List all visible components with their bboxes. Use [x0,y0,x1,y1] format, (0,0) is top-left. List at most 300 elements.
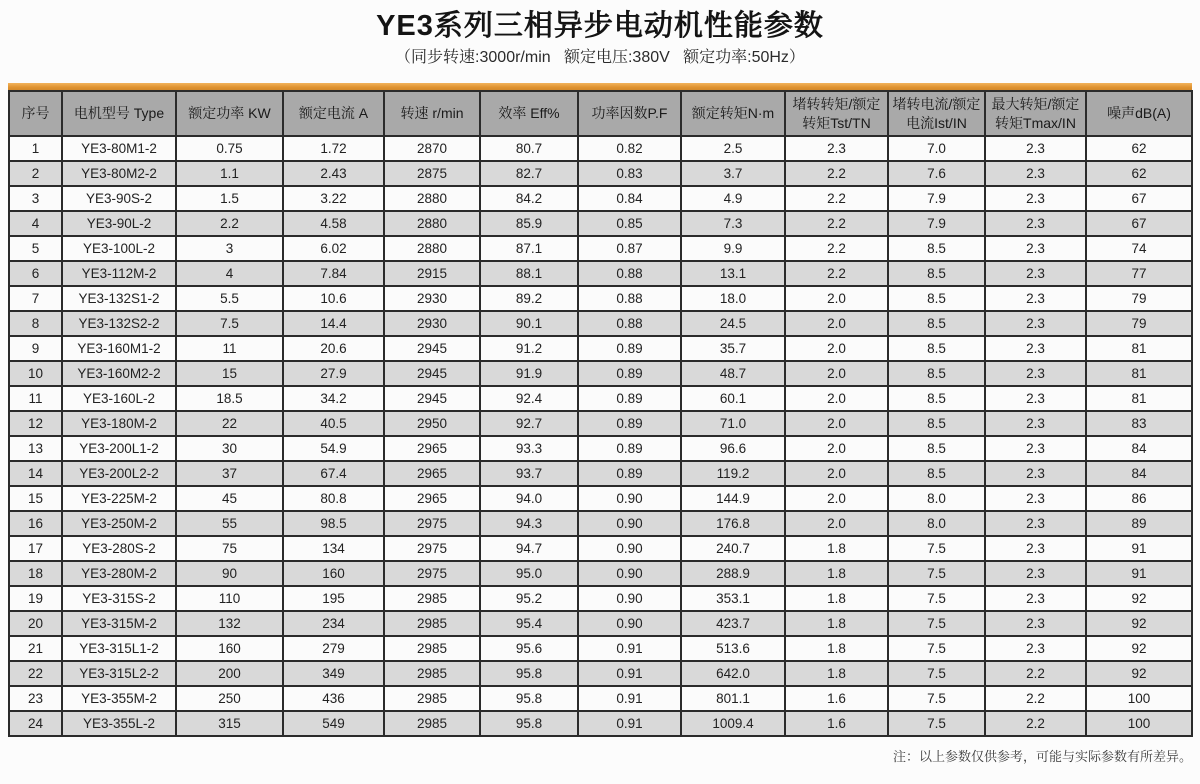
table-cell: 90 [176,561,283,586]
table-cell: 0.88 [578,286,681,311]
table-cell: 6 [9,261,62,286]
table-cell: 7.5 [888,561,985,586]
column-header-11: 最大转矩/额定转矩Tmax/IN [985,91,1086,136]
table-cell: 8.5 [888,386,985,411]
table-cell: YE3-80M1-2 [62,136,176,161]
table-cell: 2930 [384,311,480,336]
table-cell: 13 [9,436,62,461]
table-cell: 7 [9,286,62,311]
table-cell: 23 [9,686,62,711]
table-cell: 8.5 [888,361,985,386]
column-header-5: 转速 r/min [384,91,480,136]
column-header-12: 噪声dB(A) [1086,91,1192,136]
table-cell: 11 [176,336,283,361]
table-cell: 93.3 [480,436,578,461]
table-cell: 7.84 [283,261,384,286]
table-cell: 87.1 [480,236,578,261]
table-cell: 74 [1086,236,1192,261]
table-cell: 2.3 [985,561,1086,586]
table-cell: 6.02 [283,236,384,261]
table-cell: YE3-100L-2 [62,236,176,261]
column-header-3: 额定功率 KW [176,91,283,136]
table-cell: 18.5 [176,386,283,411]
table-cell: 0.88 [578,261,681,286]
table-cell: 2985 [384,586,480,611]
table-cell: 4.58 [283,211,384,236]
table-cell: 2.2 [985,711,1086,736]
table-cell: 96.6 [681,436,785,461]
table-cell: YE3-315L1-2 [62,636,176,661]
table-cell: 2.3 [985,386,1086,411]
table-cell: 22 [176,411,283,436]
table-cell: 2965 [384,486,480,511]
column-header-6: 效率 Eff% [480,91,578,136]
table-cell: 2975 [384,536,480,561]
table-cell: 84 [1086,461,1192,486]
spec-table-container [8,83,1192,737]
table-cell: 315 [176,711,283,736]
table-cell: 2.3 [985,511,1086,536]
table-cell: 2.3 [985,411,1086,436]
table-cell: 1.6 [785,711,888,736]
table-cell: 100 [1086,686,1192,711]
motor-spec-table [8,90,1193,737]
table-cell: 92 [1086,611,1192,636]
table-cell: 119.2 [681,461,785,486]
table-cell: 95.8 [480,711,578,736]
table-cell: YE3-355M-2 [62,686,176,711]
table-cell: 90.1 [480,311,578,336]
table-cell: 95.8 [480,661,578,686]
table-cell: YE3-225M-2 [62,486,176,511]
page-subtitle: （同步转速:3000r/min 额定电压:380V 额定功率:50Hz） [395,49,805,66]
table-cell: 2.3 [785,136,888,161]
table-cell: YE3-315M-2 [62,611,176,636]
table-row [9,461,1192,486]
table-cell: YE3-80M2-2 [62,161,176,186]
table-cell: 37 [176,461,283,486]
table-row [9,536,1192,561]
table-cell: 8.5 [888,236,985,261]
table-cell: 0.90 [578,511,681,536]
table-cell: 1009.4 [681,711,785,736]
table-cell: 2.3 [985,586,1086,611]
table-cell: 91.2 [480,336,578,361]
table-cell: 8.5 [888,311,985,336]
table-cell: 2.43 [283,161,384,186]
table-cell: 62 [1086,161,1192,186]
table-cell: 0.82 [578,136,681,161]
table-cell: 0.91 [578,711,681,736]
table-cell: 0.91 [578,636,681,661]
table-cell: 0.89 [578,386,681,411]
table-cell: 2.3 [985,486,1086,511]
table-cell: 14.4 [283,311,384,336]
table-cell: 0.90 [578,536,681,561]
table-cell: 2.3 [985,286,1086,311]
table-row [9,261,1192,286]
table-cell: 9.9 [681,236,785,261]
table-cell: 81 [1086,336,1192,361]
table-cell: 18 [9,561,62,586]
table-cell: 2.2 [785,211,888,236]
table-cell: YE3-90L-2 [62,211,176,236]
table-cell: 0.91 [578,686,681,711]
table-cell: 2.0 [785,311,888,336]
table-cell: 7.5 [888,711,985,736]
table-cell: 84.2 [480,186,578,211]
table-cell: 2965 [384,436,480,461]
table-cell: 81 [1086,361,1192,386]
table-cell: 54.9 [283,436,384,461]
table-cell: YE3-315L2-2 [62,661,176,686]
table-cell: 7.3 [681,211,785,236]
table-cell: 67 [1086,211,1192,236]
table-cell: 7.5 [176,311,283,336]
table-cell: 2.0 [785,411,888,436]
table-cell: 91 [1086,536,1192,561]
table-cell: 0.89 [578,461,681,486]
table-cell: 2.3 [985,361,1086,386]
table-cell: 55 [176,511,283,536]
table-cell: 195 [283,586,384,611]
table-cell: 1.8 [785,561,888,586]
table-cell: 1.8 [785,536,888,561]
table-row [9,511,1192,536]
table-cell: YE3-90S-2 [62,186,176,211]
table-cell: 3.22 [283,186,384,211]
table-row [9,386,1192,411]
table-row [9,136,1192,161]
table-row [9,311,1192,336]
table-row [9,186,1192,211]
table-cell: 18.0 [681,286,785,311]
table-cell: 2.2 [985,686,1086,711]
table-row [9,361,1192,386]
table-row [9,436,1192,461]
table-cell: 2.3 [985,611,1086,636]
table-cell: 13.1 [681,261,785,286]
table-cell: 2985 [384,611,480,636]
table-cell: YE3-160M2-2 [62,361,176,386]
table-cell: YE3-180M-2 [62,411,176,436]
table-cell: 0.89 [578,361,681,386]
table-cell: 93.7 [480,461,578,486]
table-cell: 2.0 [785,436,888,461]
table-cell: 0.88 [578,311,681,336]
table-cell: YE3-355L-2 [62,711,176,736]
table-cell: 160 [176,636,283,661]
table-cell: YE3-132S2-2 [62,311,176,336]
table-cell: 81 [1086,386,1192,411]
table-cell: 0.89 [578,411,681,436]
table-cell: 0.87 [578,236,681,261]
table-cell: 1.5 [176,186,283,211]
table-cell: 2880 [384,236,480,261]
table-cell: 2.0 [785,361,888,386]
table-cell: 67 [1086,186,1192,211]
table-row [9,161,1192,186]
table-cell: 94.3 [480,511,578,536]
table-row [9,236,1192,261]
table-cell: 91.9 [480,361,578,386]
table-cell: 8.0 [888,511,985,536]
table-cell: 0.90 [578,611,681,636]
table-cell: 80.8 [283,486,384,511]
table-cell: 22 [9,661,62,686]
table-cell: 2.0 [785,386,888,411]
table-cell: 84 [1086,436,1192,461]
column-header-10: 堵转电流/额定电流Ist/IN [888,91,985,136]
table-cell: 8.5 [888,261,985,286]
table-cell: 2.3 [985,336,1086,361]
table-cell: 7.5 [888,636,985,661]
table-cell: 2 [9,161,62,186]
table-cell: 2975 [384,561,480,586]
table-cell: 82.7 [480,161,578,186]
table-cell: 95.8 [480,686,578,711]
column-header-4: 额定电流 A [283,91,384,136]
table-cell: 144.9 [681,486,785,511]
table-cell: 14 [9,461,62,486]
table-row [9,611,1192,636]
table-cell: 24 [9,711,62,736]
table-cell: 7.5 [888,536,985,561]
accent-bar [8,83,1192,90]
table-cell: 35.7 [681,336,785,361]
table-cell: 8.5 [888,286,985,311]
table-cell: 1.8 [785,586,888,611]
table-cell: 2915 [384,261,480,286]
table-cell: 1 [9,136,62,161]
table-cell: 2.0 [785,461,888,486]
table-cell: 2950 [384,411,480,436]
table-cell: 40.5 [283,411,384,436]
table-cell: 1.1 [176,161,283,186]
table-cell: 549 [283,711,384,736]
table-cell: 62 [1086,136,1192,161]
table-row [9,486,1192,511]
table-cell: 0.90 [578,586,681,611]
table-cell: 7.9 [888,186,985,211]
table-cell: 2.3 [985,311,1086,336]
table-cell: 2.3 [985,211,1086,236]
table-cell: 94.7 [480,536,578,561]
table-cell: 8.5 [888,336,985,361]
table-cell: 7.5 [888,661,985,686]
table-cell: 20 [9,611,62,636]
table-cell: 15 [176,361,283,386]
table-cell: 95.0 [480,561,578,586]
table-cell: 4.9 [681,186,785,211]
table-cell: 2.3 [985,136,1086,161]
table-header-row [9,91,1192,136]
table-cell: 0.83 [578,161,681,186]
table-cell: 92 [1086,636,1192,661]
table-cell: 2985 [384,636,480,661]
table-cell: 176.8 [681,511,785,536]
table-cell: 2.0 [785,286,888,311]
table-cell: 1.8 [785,661,888,686]
table-row [9,336,1192,361]
table-cell: YE3-315S-2 [62,586,176,611]
table-cell: 2.0 [785,511,888,536]
table-cell: 94.0 [480,486,578,511]
table-cell: 2985 [384,686,480,711]
table-cell: 98.5 [283,511,384,536]
table-cell: 1.72 [283,136,384,161]
table-cell: 8.0 [888,486,985,511]
table-cell: 2875 [384,161,480,186]
table-cell: 5.5 [176,286,283,311]
table-cell: 279 [283,636,384,661]
table-cell: 288.9 [681,561,785,586]
table-cell: 21 [9,636,62,661]
table-cell: 234 [283,611,384,636]
table-cell: 8.5 [888,461,985,486]
table-cell: 2.3 [985,236,1086,261]
table-cell: 436 [283,686,384,711]
column-header-1: 序号 [9,91,62,136]
table-row [9,711,1192,736]
table-cell: 2965 [384,461,480,486]
table-cell: 60.1 [681,386,785,411]
table-cell: 2945 [384,361,480,386]
table-cell: 75 [176,536,283,561]
table-cell: 2.2 [785,186,888,211]
table-cell: 1.8 [785,636,888,661]
table-cell: YE3-200L1-2 [62,436,176,461]
table-cell: 92 [1086,586,1192,611]
column-header-2: 电机型号 Type [62,91,176,136]
table-cell: 34.2 [283,386,384,411]
table-cell: 7.5 [888,611,985,636]
table-cell: 2880 [384,211,480,236]
table-cell: 423.7 [681,611,785,636]
table-cell: 2.3 [985,436,1086,461]
table-cell: YE3-160L-2 [62,386,176,411]
table-cell: 2880 [384,186,480,211]
footnote: 注：以上参数仅供参考，可能与实际参数有所差异。 [892,749,1192,764]
table-cell: 92.7 [480,411,578,436]
table-cell: 0.85 [578,211,681,236]
table-row [9,286,1192,311]
table-cell: 8 [9,311,62,336]
table-cell: 1.8 [785,611,888,636]
table-cell: 30 [176,436,283,461]
table-cell: 642.0 [681,661,785,686]
table-cell: 353.1 [681,586,785,611]
table-cell: 8.5 [888,436,985,461]
table-cell: 349 [283,661,384,686]
table-cell: 2.2 [176,211,283,236]
table-cell: 19 [9,586,62,611]
table-cell: YE3-112M-2 [62,261,176,286]
table-cell: 1.6 [785,686,888,711]
table-cell: 3 [9,186,62,211]
table-cell: 9 [9,336,62,361]
table-cell: 12 [9,411,62,436]
page [0,8,1200,784]
table-cell: 92.4 [480,386,578,411]
table-cell: 0.75 [176,136,283,161]
table-cell: 80.7 [480,136,578,161]
table-cell: 2.3 [985,536,1086,561]
table-row [9,661,1192,686]
table-cell: 2.3 [985,636,1086,661]
column-header-7: 功率因数P.F [578,91,681,136]
table-row [9,211,1192,236]
table-cell: 200 [176,661,283,686]
page-title: YE3系列三相异步电动机性能参数 [376,10,824,42]
table-cell: 2.2 [785,261,888,286]
table-cell: 95.4 [480,611,578,636]
table-cell: 801.1 [681,686,785,711]
table-cell: 16 [9,511,62,536]
table-cell: 7.5 [888,586,985,611]
table-cell: 91 [1086,561,1192,586]
table-row [9,561,1192,586]
table-cell: 79 [1086,311,1192,336]
table-cell: 7.9 [888,211,985,236]
table-cell: 132 [176,611,283,636]
table-cell: 2.0 [785,336,888,361]
table-cell: 100 [1086,711,1192,736]
table-cell: YE3-280M-2 [62,561,176,586]
table-cell: 7.5 [888,686,985,711]
table-cell: 95.2 [480,586,578,611]
table-cell: 77 [1086,261,1192,286]
table-cell: 3.7 [681,161,785,186]
table-cell: 134 [283,536,384,561]
table-cell: 10 [9,361,62,386]
table-cell: 2.3 [985,161,1086,186]
table-cell: 89.2 [480,286,578,311]
table-cell: YE3-160M1-2 [62,336,176,361]
table-cell: 45 [176,486,283,511]
table-cell: 250 [176,686,283,711]
table-cell: 8.5 [888,411,985,436]
table-cell: 89 [1086,511,1192,536]
table-cell: 92 [1086,661,1192,686]
table-cell: 2985 [384,661,480,686]
table-cell: 2.2 [785,161,888,186]
table-cell: 2.3 [985,461,1086,486]
table-cell: YE3-132S1-2 [62,286,176,311]
table-row [9,411,1192,436]
table-cell: 85.9 [480,211,578,236]
column-header-9: 堵转转矩/额定转矩Tst/TN [785,91,888,136]
table-cell: 240.7 [681,536,785,561]
table-cell: 86 [1086,486,1192,511]
table-cell: 2.3 [985,261,1086,286]
table-cell: 2.2 [785,236,888,261]
table-cell: 10.6 [283,286,384,311]
table-cell: 110 [176,586,283,611]
table-cell: YE3-200L2-2 [62,461,176,486]
table-cell: 2945 [384,336,480,361]
table-cell: 95.6 [480,636,578,661]
table-row [9,636,1192,661]
table-cell: 83 [1086,411,1192,436]
table-cell: 0.91 [578,661,681,686]
table-cell: 2975 [384,511,480,536]
table-cell: 2945 [384,386,480,411]
table-cell: 71.0 [681,411,785,436]
table-cell: 0.89 [578,436,681,461]
column-header-8: 额定转矩N·m [681,91,785,136]
table-cell: 24.5 [681,311,785,336]
